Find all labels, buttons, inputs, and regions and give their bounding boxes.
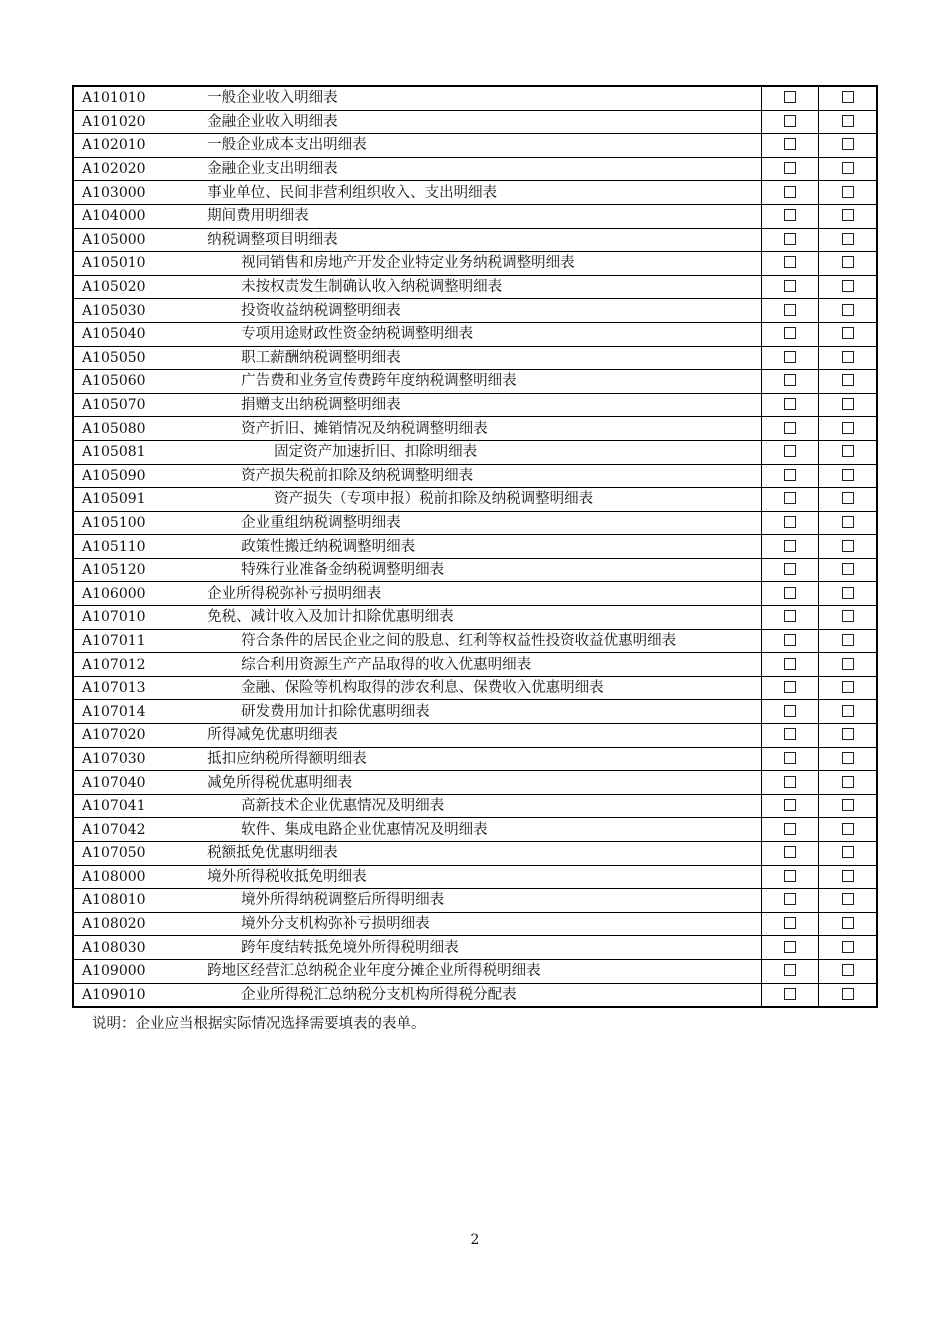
checkbox-cell — [819, 558, 877, 582]
table-row — [73, 865, 877, 889]
checkbox-cell — [819, 417, 877, 441]
form-code: A105091 — [73, 488, 177, 512]
checkbox-cell — [819, 299, 877, 323]
checkbox-cell — [819, 252, 877, 276]
table-row — [73, 464, 877, 488]
select-checkbox-b[interactable] — [842, 681, 854, 693]
checkbox-cell — [819, 936, 877, 960]
checkbox-cell — [819, 322, 877, 346]
form-code: A105090 — [73, 464, 177, 488]
checkbox-cell — [761, 676, 819, 700]
form-code: A101020 — [73, 110, 177, 134]
checkbox-cell — [761, 275, 819, 299]
checkbox-cell — [761, 959, 819, 983]
checkbox-cell — [761, 724, 819, 748]
form-name: 金融企业收入明细表 — [177, 110, 761, 134]
table-row — [73, 511, 877, 535]
checkbox-cell — [761, 558, 819, 582]
checkbox-cell — [761, 346, 819, 370]
form-code: A103000 — [73, 181, 177, 205]
form-name: 跨年度结转抵免境外所得税明细表 — [177, 936, 761, 960]
form-name: 捐赠支出纳税调整明细表 — [177, 393, 761, 417]
checkbox-cell — [761, 417, 819, 441]
form-code: A107041 — [73, 794, 177, 818]
form-name: 投资收益纳税调整明细表 — [177, 299, 761, 323]
checkbox-cell — [819, 606, 877, 630]
select-checkbox-a[interactable] — [784, 563, 796, 575]
checkbox-cell — [761, 842, 819, 866]
checkbox-cell — [761, 511, 819, 535]
form-code: A105050 — [73, 346, 177, 370]
select-checkbox-b[interactable] — [842, 492, 854, 504]
checkbox-cell — [761, 204, 819, 228]
select-checkbox-a[interactable] — [784, 233, 796, 245]
select-checkbox-a[interactable] — [784, 610, 796, 622]
checkbox-cell — [761, 157, 819, 181]
checkbox-cell — [761, 582, 819, 606]
checkbox-cell — [761, 252, 819, 276]
form-code: A109000 — [73, 959, 177, 983]
checkbox-cell — [761, 700, 819, 724]
table-row — [73, 275, 877, 299]
checkbox-cell — [819, 724, 877, 748]
select-checkbox-b[interactable] — [842, 893, 854, 905]
select-checkbox-a[interactable] — [784, 964, 796, 976]
checkbox-cell — [761, 134, 819, 158]
form-name: 专项用途财政性资金纳税调整明细表 — [177, 322, 761, 346]
table-row — [73, 417, 877, 441]
form-name: 视同销售和房地产开发企业特定业务纳税调整明细表 — [177, 252, 761, 276]
checkbox-cell — [761, 606, 819, 630]
table-row — [73, 535, 877, 559]
select-checkbox-b[interactable] — [842, 422, 854, 434]
select-checkbox-b[interactable] — [842, 445, 854, 457]
select-checkbox-b[interactable] — [842, 138, 854, 150]
select-checkbox-a[interactable] — [784, 422, 796, 434]
select-checkbox-a[interactable] — [784, 941, 796, 953]
form-code: A105080 — [73, 417, 177, 441]
select-checkbox-b[interactable] — [842, 988, 854, 1000]
select-checkbox-a[interactable] — [784, 327, 796, 339]
checkbox-cell — [819, 157, 877, 181]
table-row — [73, 676, 877, 700]
form-code: A108030 — [73, 936, 177, 960]
select-checkbox-b[interactable] — [842, 115, 854, 127]
form-name: 资产损失（专项申报）税前扣除及纳税调整明细表 — [177, 488, 761, 512]
checkbox-cell — [761, 889, 819, 913]
select-checkbox-a[interactable] — [784, 256, 796, 268]
select-checkbox-a[interactable] — [784, 893, 796, 905]
checkbox-cell — [761, 936, 819, 960]
select-checkbox-b[interactable] — [842, 563, 854, 575]
form-name: 期间费用明细表 — [177, 204, 761, 228]
checkbox-cell — [819, 865, 877, 889]
select-checkbox-a[interactable] — [784, 162, 796, 174]
checkbox-cell — [761, 181, 819, 205]
checkbox-cell — [761, 912, 819, 936]
checkbox-cell — [761, 629, 819, 653]
form-code: A107010 — [73, 606, 177, 630]
select-checkbox-b[interactable] — [842, 634, 854, 646]
select-checkbox-a[interactable] — [784, 799, 796, 811]
select-checkbox-a[interactable] — [784, 280, 796, 292]
select-checkbox-b[interactable] — [842, 917, 854, 929]
table-row — [73, 936, 877, 960]
form-name: 广告费和业务宣传费跨年度纳税调整明细表 — [177, 370, 761, 394]
select-checkbox-b[interactable] — [842, 256, 854, 268]
checkbox-cell — [819, 464, 877, 488]
table-row — [73, 653, 877, 677]
form-code: A107020 — [73, 724, 177, 748]
checkbox-cell — [761, 818, 819, 842]
checkbox-cell — [819, 134, 877, 158]
checkbox-cell — [819, 511, 877, 535]
table-row — [73, 228, 877, 252]
table-row — [73, 346, 877, 370]
form-code: A105120 — [73, 558, 177, 582]
form-name: 未按权责发生制确认收入纳税调整明细表 — [177, 275, 761, 299]
checkbox-cell — [819, 771, 877, 795]
form-name: 境外所得税收抵免明细表 — [177, 865, 761, 889]
select-checkbox-b[interactable] — [842, 233, 854, 245]
form-name: 研发费用加计扣除优惠明细表 — [177, 700, 761, 724]
select-checkbox-b[interactable] — [842, 91, 854, 103]
select-checkbox-a[interactable] — [784, 776, 796, 788]
form-name: 软件、集成电路企业优惠情况及明细表 — [177, 818, 761, 842]
form-code: A105030 — [73, 299, 177, 323]
select-checkbox-b[interactable] — [842, 304, 854, 316]
form-name: 境外所得纳税调整后所得明细表 — [177, 889, 761, 913]
select-checkbox-a[interactable] — [784, 540, 796, 552]
form-name: 境外分支机构弥补亏损明细表 — [177, 912, 761, 936]
form-code: A107050 — [73, 842, 177, 866]
form-code: A108000 — [73, 865, 177, 889]
form-name: 综合利用资源生产产品取得的收入优惠明细表 — [177, 653, 761, 677]
checkbox-cell — [819, 440, 877, 464]
checkbox-cell — [819, 818, 877, 842]
form-code: A108020 — [73, 912, 177, 936]
select-checkbox-a[interactable] — [784, 681, 796, 693]
note-text: 说明：企业应当根据实际情况选择需要填表的表单。 — [92, 1016, 426, 1032]
select-checkbox-b[interactable] — [842, 705, 854, 717]
select-checkbox-a[interactable] — [784, 658, 796, 670]
forms-table-body — [73, 86, 877, 1007]
select-checkbox-a[interactable] — [784, 209, 796, 221]
checkbox-cell — [761, 299, 819, 323]
form-code: A107013 — [73, 676, 177, 700]
select-checkbox-a[interactable] — [784, 870, 796, 882]
select-checkbox-b[interactable] — [842, 870, 854, 882]
checkbox-cell — [819, 889, 877, 913]
form-name: 资产折旧、摊销情况及纳税调整明细表 — [177, 417, 761, 441]
table-row — [73, 488, 877, 512]
table-row — [73, 134, 877, 158]
form-code: A105081 — [73, 440, 177, 464]
form-code: A107011 — [73, 629, 177, 653]
table-row — [73, 322, 877, 346]
form-code: A107030 — [73, 747, 177, 771]
table-row — [73, 724, 877, 748]
form-name: 抵扣应纳税所得额明细表 — [177, 747, 761, 771]
table-row — [73, 204, 877, 228]
select-checkbox-a[interactable] — [784, 492, 796, 504]
checkbox-cell — [761, 794, 819, 818]
form-code: A107014 — [73, 700, 177, 724]
table-row — [73, 299, 877, 323]
checkbox-cell — [819, 676, 877, 700]
form-name: 企业所得税汇总纳税分支机构所得税分配表 — [177, 983, 761, 1007]
checkbox-cell — [761, 535, 819, 559]
checkbox-cell — [819, 275, 877, 299]
select-checkbox-a[interactable] — [784, 445, 796, 457]
form-code: A102020 — [73, 157, 177, 181]
checkbox-cell — [761, 110, 819, 134]
checkbox-cell — [819, 983, 877, 1007]
checkbox-cell — [819, 747, 877, 771]
table-row — [73, 959, 877, 983]
table-row — [73, 86, 877, 110]
select-checkbox-a[interactable] — [784, 186, 796, 198]
form-name: 符合条件的居民企业之间的股息、红利等权益性投资收益优惠明细表 — [177, 629, 761, 653]
form-code: A108010 — [73, 889, 177, 913]
form-name: 高新技术企业优惠情况及明细表 — [177, 794, 761, 818]
form-name: 金融、保险等机构取得的涉农利息、保费收入优惠明细表 — [177, 676, 761, 700]
form-code: A109010 — [73, 983, 177, 1007]
checkbox-cell — [819, 346, 877, 370]
form-name: 特殊行业准备金纳税调整明细表 — [177, 558, 761, 582]
select-checkbox-a[interactable] — [784, 988, 796, 1000]
checkbox-cell — [819, 86, 877, 110]
table-row — [73, 606, 877, 630]
form-name: 固定资产加速折旧、扣除明细表 — [177, 440, 761, 464]
table-row — [73, 181, 877, 205]
checkbox-cell — [819, 700, 877, 724]
form-code: A105070 — [73, 393, 177, 417]
checkbox-cell — [761, 393, 819, 417]
select-checkbox-b[interactable] — [842, 776, 854, 788]
checkbox-cell — [761, 983, 819, 1007]
checkbox-cell — [761, 747, 819, 771]
table-row — [73, 842, 877, 866]
form-code: A102010 — [73, 134, 177, 158]
table-row — [73, 393, 877, 417]
checkbox-cell — [761, 228, 819, 252]
form-name: 资产损失税前扣除及纳税调整明细表 — [177, 464, 761, 488]
select-checkbox-b[interactable] — [842, 752, 854, 764]
select-checkbox-a[interactable] — [784, 728, 796, 740]
form-name: 政策性搬迁纳税调整明细表 — [177, 535, 761, 559]
form-code: A105020 — [73, 275, 177, 299]
select-checkbox-b[interactable] — [842, 374, 854, 386]
select-checkbox-a[interactable] — [784, 374, 796, 386]
select-checkbox-b[interactable] — [842, 610, 854, 622]
select-checkbox-b[interactable] — [842, 941, 854, 953]
table-row — [73, 983, 877, 1007]
checkbox-cell — [819, 912, 877, 936]
form-code: A105060 — [73, 370, 177, 394]
select-checkbox-b[interactable] — [842, 280, 854, 292]
form-code: A105110 — [73, 535, 177, 559]
checkbox-cell — [819, 582, 877, 606]
forms-table — [72, 85, 878, 1008]
page-number: 2 — [470, 1232, 480, 1248]
table-row — [73, 818, 877, 842]
form-name: 跨地区经营汇总纳税企业年度分摊企业所得税明细表 — [177, 959, 761, 983]
form-code: A107040 — [73, 771, 177, 795]
select-checkbox-a[interactable] — [784, 752, 796, 764]
form-name: 所得减免优惠明细表 — [177, 724, 761, 748]
checkbox-cell — [819, 110, 877, 134]
form-name: 事业单位、民间非营利组织收入、支出明细表 — [177, 181, 761, 205]
checkbox-cell — [819, 228, 877, 252]
select-checkbox-b[interactable] — [842, 846, 854, 858]
select-checkbox-b[interactable] — [842, 162, 854, 174]
form-name: 金融企业支出明细表 — [177, 157, 761, 181]
select-checkbox-a[interactable] — [784, 469, 796, 481]
table-row — [73, 157, 877, 181]
checkbox-cell — [761, 865, 819, 889]
select-checkbox-a[interactable] — [784, 398, 796, 410]
checkbox-cell — [819, 842, 877, 866]
checkbox-cell — [761, 464, 819, 488]
form-code: A105000 — [73, 228, 177, 252]
form-name: 一般企业收入明细表 — [177, 86, 761, 110]
select-checkbox-a[interactable] — [784, 823, 796, 835]
select-checkbox-a[interactable] — [784, 846, 796, 858]
select-checkbox-a[interactable] — [784, 115, 796, 127]
checkbox-cell — [819, 204, 877, 228]
checkbox-cell — [761, 771, 819, 795]
form-code: A101010 — [73, 86, 177, 110]
table-row — [73, 582, 877, 606]
select-checkbox-a[interactable] — [784, 351, 796, 363]
table-row — [73, 629, 877, 653]
checkbox-cell — [819, 535, 877, 559]
select-checkbox-a[interactable] — [784, 705, 796, 717]
select-checkbox-b[interactable] — [842, 327, 854, 339]
form-code: A106000 — [73, 582, 177, 606]
form-code: A105100 — [73, 511, 177, 535]
form-name: 纳税调整项目明细表 — [177, 228, 761, 252]
select-checkbox-a[interactable] — [784, 634, 796, 646]
form-name: 减免所得税优惠明细表 — [177, 771, 761, 795]
checkbox-cell — [761, 653, 819, 677]
select-checkbox-b[interactable] — [842, 469, 854, 481]
form-code: A107042 — [73, 818, 177, 842]
form-name: 职工薪酬纳税调整明细表 — [177, 346, 761, 370]
select-checkbox-b[interactable] — [842, 516, 854, 528]
select-checkbox-b[interactable] — [842, 186, 854, 198]
select-checkbox-b[interactable] — [842, 540, 854, 552]
select-checkbox-b[interactable] — [842, 799, 854, 811]
checkbox-cell — [819, 959, 877, 983]
select-checkbox-b[interactable] — [842, 209, 854, 221]
form-code: A105040 — [73, 322, 177, 346]
select-checkbox-b[interactable] — [842, 964, 854, 976]
checkbox-cell — [819, 653, 877, 677]
select-checkbox-a[interactable] — [784, 138, 796, 150]
table-row — [73, 889, 877, 913]
checkbox-cell — [761, 440, 819, 464]
table-row — [73, 771, 877, 795]
select-checkbox-a[interactable] — [784, 304, 796, 316]
checkbox-cell — [761, 322, 819, 346]
table-row — [73, 110, 877, 134]
select-checkbox-a[interactable] — [784, 91, 796, 103]
form-name: 免税、减计收入及加计扣除优惠明细表 — [177, 606, 761, 630]
checkbox-cell — [819, 370, 877, 394]
checkbox-cell — [761, 370, 819, 394]
checkbox-cell — [819, 629, 877, 653]
form-name: 一般企业成本支出明细表 — [177, 134, 761, 158]
form-code: A105010 — [73, 252, 177, 276]
table-row — [73, 440, 877, 464]
select-checkbox-a[interactable] — [784, 516, 796, 528]
form-name: 税额抵免优惠明细表 — [177, 842, 761, 866]
checkbox-cell — [761, 86, 819, 110]
checkbox-cell — [819, 393, 877, 417]
checkbox-cell — [819, 181, 877, 205]
form-name: 企业重组纳税调整明细表 — [177, 511, 761, 535]
select-checkbox-a[interactable] — [784, 587, 796, 599]
table-row — [73, 558, 877, 582]
checkbox-cell — [819, 488, 877, 512]
form-code: A107012 — [73, 653, 177, 677]
select-checkbox-b[interactable] — [842, 587, 854, 599]
table-row — [73, 370, 877, 394]
checkbox-cell — [761, 488, 819, 512]
select-checkbox-a[interactable] — [784, 917, 796, 929]
table-row — [73, 794, 877, 818]
select-checkbox-b[interactable] — [842, 398, 854, 410]
select-checkbox-b[interactable] — [842, 658, 854, 670]
form-code: A104000 — [73, 204, 177, 228]
table-row — [73, 912, 877, 936]
select-checkbox-b[interactable] — [842, 728, 854, 740]
table-row — [73, 747, 877, 771]
form-name: 企业所得税弥补亏损明细表 — [177, 582, 761, 606]
checkbox-cell — [819, 794, 877, 818]
select-checkbox-b[interactable] — [842, 823, 854, 835]
table-row — [73, 252, 877, 276]
table-row — [73, 700, 877, 724]
select-checkbox-b[interactable] — [842, 351, 854, 363]
